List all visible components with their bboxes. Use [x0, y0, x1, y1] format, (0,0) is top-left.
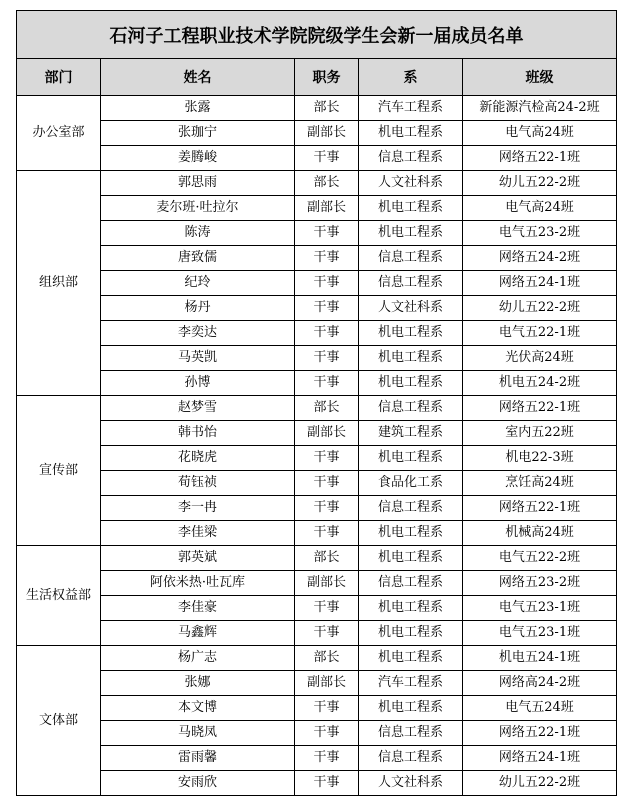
table-row — [17, 596, 617, 621]
header-role: 职务 — [295, 59, 359, 96]
member-faculty-cell: 机电工程系 — [359, 596, 463, 621]
member-role-cell: 干事 — [295, 246, 359, 271]
member-faculty-cell: 信息工程系 — [359, 396, 463, 421]
member-faculty-cell: 机电工程系 — [359, 646, 463, 671]
member-faculty-cell: 机电工程系 — [359, 321, 463, 346]
member-faculty-cell: 信息工程系 — [359, 571, 463, 596]
member-name-cell: 郭思雨 — [101, 171, 295, 196]
member-role-cell: 部长 — [295, 96, 359, 121]
member-class-cell: 网络高24-2班 — [463, 671, 617, 696]
member-faculty-cell: 机电工程系 — [359, 696, 463, 721]
member-role-cell: 部长 — [295, 396, 359, 421]
member-role-cell: 干事 — [295, 496, 359, 521]
table-row — [17, 471, 617, 496]
member-class-cell: 电气五23-1班 — [463, 596, 617, 621]
member-role-cell: 干事 — [295, 696, 359, 721]
member-name-cell: 杨广志 — [101, 646, 295, 671]
member-name-cell: 麦尔班·吐拉尔 — [101, 196, 295, 221]
member-faculty-cell: 机电工程系 — [359, 621, 463, 646]
member-name-cell: 孙博 — [101, 371, 295, 396]
member-name-cell: 张娜 — [101, 671, 295, 696]
member-role-cell: 干事 — [295, 521, 359, 546]
member-class-cell: 幼儿五22-2班 — [463, 771, 617, 796]
member-class-cell: 电气五23-2班 — [463, 221, 617, 246]
member-name-cell: 雷雨馨 — [101, 746, 295, 771]
member-name-cell: 李佳豪 — [101, 596, 295, 621]
member-role-cell: 干事 — [295, 221, 359, 246]
member-role-cell: 部长 — [295, 546, 359, 571]
member-name-cell: 韩书怡 — [101, 421, 295, 446]
table-row — [17, 321, 617, 346]
member-faculty-cell: 人文社科系 — [359, 771, 463, 796]
member-class-cell: 烹饪高24班 — [463, 471, 617, 496]
member-class-cell: 机电五24-2班 — [463, 371, 617, 396]
table-row — [17, 546, 617, 571]
member-role-cell: 干事 — [295, 271, 359, 296]
member-class-cell: 机械高24班 — [463, 521, 617, 546]
member-faculty-cell: 信息工程系 — [359, 146, 463, 171]
member-role-cell: 干事 — [295, 446, 359, 471]
member-role-cell: 部长 — [295, 646, 359, 671]
member-role-cell: 副部长 — [295, 671, 359, 696]
header-faculty: 系 — [359, 59, 463, 96]
member-role-cell: 副部长 — [295, 121, 359, 146]
table-row — [17, 646, 617, 671]
member-class-cell: 新能源汽检高24-2班 — [463, 96, 617, 121]
student-union-roster-table — [16, 10, 617, 796]
member-class-cell: 网络五22-1班 — [463, 496, 617, 521]
member-faculty-cell: 信息工程系 — [359, 271, 463, 296]
member-class-cell: 网络五22-1班 — [463, 146, 617, 171]
member-role-cell: 干事 — [295, 471, 359, 496]
member-name-cell: 张珈宁 — [101, 121, 295, 146]
table-row — [17, 246, 617, 271]
table-row — [17, 171, 617, 196]
table-row — [17, 396, 617, 421]
member-faculty-cell: 机电工程系 — [359, 121, 463, 146]
member-name-cell: 纪玲 — [101, 271, 295, 296]
member-class-cell: 电气高24班 — [463, 196, 617, 221]
member-class-cell: 室内五22班 — [463, 421, 617, 446]
member-name-cell: 李佳梁 — [101, 521, 295, 546]
table-row — [17, 671, 617, 696]
table-row — [17, 571, 617, 596]
table-row — [17, 446, 617, 471]
member-name-cell: 张露 — [101, 96, 295, 121]
member-name-cell: 马晓凤 — [101, 721, 295, 746]
table-row — [17, 196, 617, 221]
member-class-cell: 电气五24班 — [463, 696, 617, 721]
member-faculty-cell: 信息工程系 — [359, 246, 463, 271]
member-class-cell: 网络五23-2班 — [463, 571, 617, 596]
member-faculty-cell: 人文社科系 — [359, 296, 463, 321]
member-role-cell: 干事 — [295, 296, 359, 321]
roster-body — [17, 96, 617, 796]
table-row — [17, 721, 617, 746]
member-faculty-cell: 机电工程系 — [359, 196, 463, 221]
table-row — [17, 221, 617, 246]
table-row — [17, 621, 617, 646]
member-name-cell: 李一冉 — [101, 496, 295, 521]
header-class: 班级 — [463, 59, 617, 96]
member-faculty-cell: 机电工程系 — [359, 546, 463, 571]
member-faculty-cell: 建筑工程系 — [359, 421, 463, 446]
member-faculty-cell: 机电工程系 — [359, 521, 463, 546]
table-row — [17, 421, 617, 446]
table-row — [17, 121, 617, 146]
member-name-cell: 马鑫辉 — [101, 621, 295, 646]
member-class-cell: 机电五24-1班 — [463, 646, 617, 671]
table-row — [17, 746, 617, 771]
member-faculty-cell: 信息工程系 — [359, 496, 463, 521]
member-name-cell: 荀钰祯 — [101, 471, 295, 496]
member-class-cell: 电气五22-2班 — [463, 546, 617, 571]
member-name-cell: 杨丹 — [101, 296, 295, 321]
member-class-cell: 网络五22-1班 — [463, 396, 617, 421]
member-role-cell: 干事 — [295, 746, 359, 771]
table-row — [17, 146, 617, 171]
dept-cell: 办公室部 — [17, 96, 101, 171]
member-name-cell: 郭英斌 — [101, 546, 295, 571]
member-class-cell: 幼儿五22-2班 — [463, 296, 617, 321]
member-class-cell: 电气五23-1班 — [463, 621, 617, 646]
member-role-cell: 干事 — [295, 721, 359, 746]
member-name-cell: 姜腾峻 — [101, 146, 295, 171]
member-role-cell: 干事 — [295, 771, 359, 796]
member-name-cell: 阿依米热·吐瓦库 — [101, 571, 295, 596]
member-class-cell: 光伏高24班 — [463, 346, 617, 371]
dept-cell: 文体部 — [17, 646, 101, 796]
member-faculty-cell: 食品化工系 — [359, 471, 463, 496]
table-row — [17, 346, 617, 371]
table-row — [17, 696, 617, 721]
member-role-cell: 副部长 — [295, 196, 359, 221]
member-faculty-cell: 信息工程系 — [359, 746, 463, 771]
table-row — [17, 271, 617, 296]
member-role-cell: 干事 — [295, 371, 359, 396]
member-class-cell: 网络五24-1班 — [463, 746, 617, 771]
header-row — [17, 59, 617, 96]
table-row — [17, 521, 617, 546]
member-role-cell: 部长 — [295, 171, 359, 196]
member-faculty-cell: 机电工程系 — [359, 446, 463, 471]
dept-cell: 宣传部 — [17, 396, 101, 546]
member-faculty-cell: 汽车工程系 — [359, 671, 463, 696]
table-row — [17, 371, 617, 396]
member-class-cell: 幼儿五22-2班 — [463, 171, 617, 196]
header-name: 姓名 — [101, 59, 295, 96]
member-class-cell: 电气五22-1班 — [463, 321, 617, 346]
member-faculty-cell: 信息工程系 — [359, 721, 463, 746]
member-faculty-cell: 机电工程系 — [359, 371, 463, 396]
member-role-cell: 干事 — [295, 146, 359, 171]
member-name-cell: 李奕达 — [101, 321, 295, 346]
member-role-cell: 干事 — [295, 596, 359, 621]
table-row — [17, 771, 617, 796]
member-class-cell: 电气高24班 — [463, 121, 617, 146]
member-class-cell: 网络五24-1班 — [463, 271, 617, 296]
dept-cell: 组织部 — [17, 171, 101, 396]
member-name-cell: 赵梦雪 — [101, 396, 295, 421]
member-name-cell: 本文博 — [101, 696, 295, 721]
member-role-cell: 干事 — [295, 321, 359, 346]
member-faculty-cell: 汽车工程系 — [359, 96, 463, 121]
member-role-cell: 干事 — [295, 621, 359, 646]
member-faculty-cell: 人文社科系 — [359, 171, 463, 196]
table-row — [17, 296, 617, 321]
member-class-cell: 网络五24-2班 — [463, 246, 617, 271]
member-name-cell: 马英凯 — [101, 346, 295, 371]
member-role-cell: 干事 — [295, 346, 359, 371]
member-name-cell: 花晓虎 — [101, 446, 295, 471]
member-role-cell: 副部长 — [295, 421, 359, 446]
table-title: 石河子工程职业技术学院院级学生会新一届成员名单 — [17, 11, 617, 59]
member-class-cell: 机电22-3班 — [463, 446, 617, 471]
member-faculty-cell: 机电工程系 — [359, 221, 463, 246]
member-name-cell: 陈涛 — [101, 221, 295, 246]
header-dept: 部门 — [17, 59, 101, 96]
dept-cell: 生活权益部 — [17, 546, 101, 646]
member-name-cell: 唐致儒 — [101, 246, 295, 271]
table-row — [17, 496, 617, 521]
table-row — [17, 96, 617, 121]
member-faculty-cell: 机电工程系 — [359, 346, 463, 371]
member-class-cell: 网络五22-1班 — [463, 721, 617, 746]
member-role-cell: 副部长 — [295, 571, 359, 596]
member-name-cell: 安雨欣 — [101, 771, 295, 796]
